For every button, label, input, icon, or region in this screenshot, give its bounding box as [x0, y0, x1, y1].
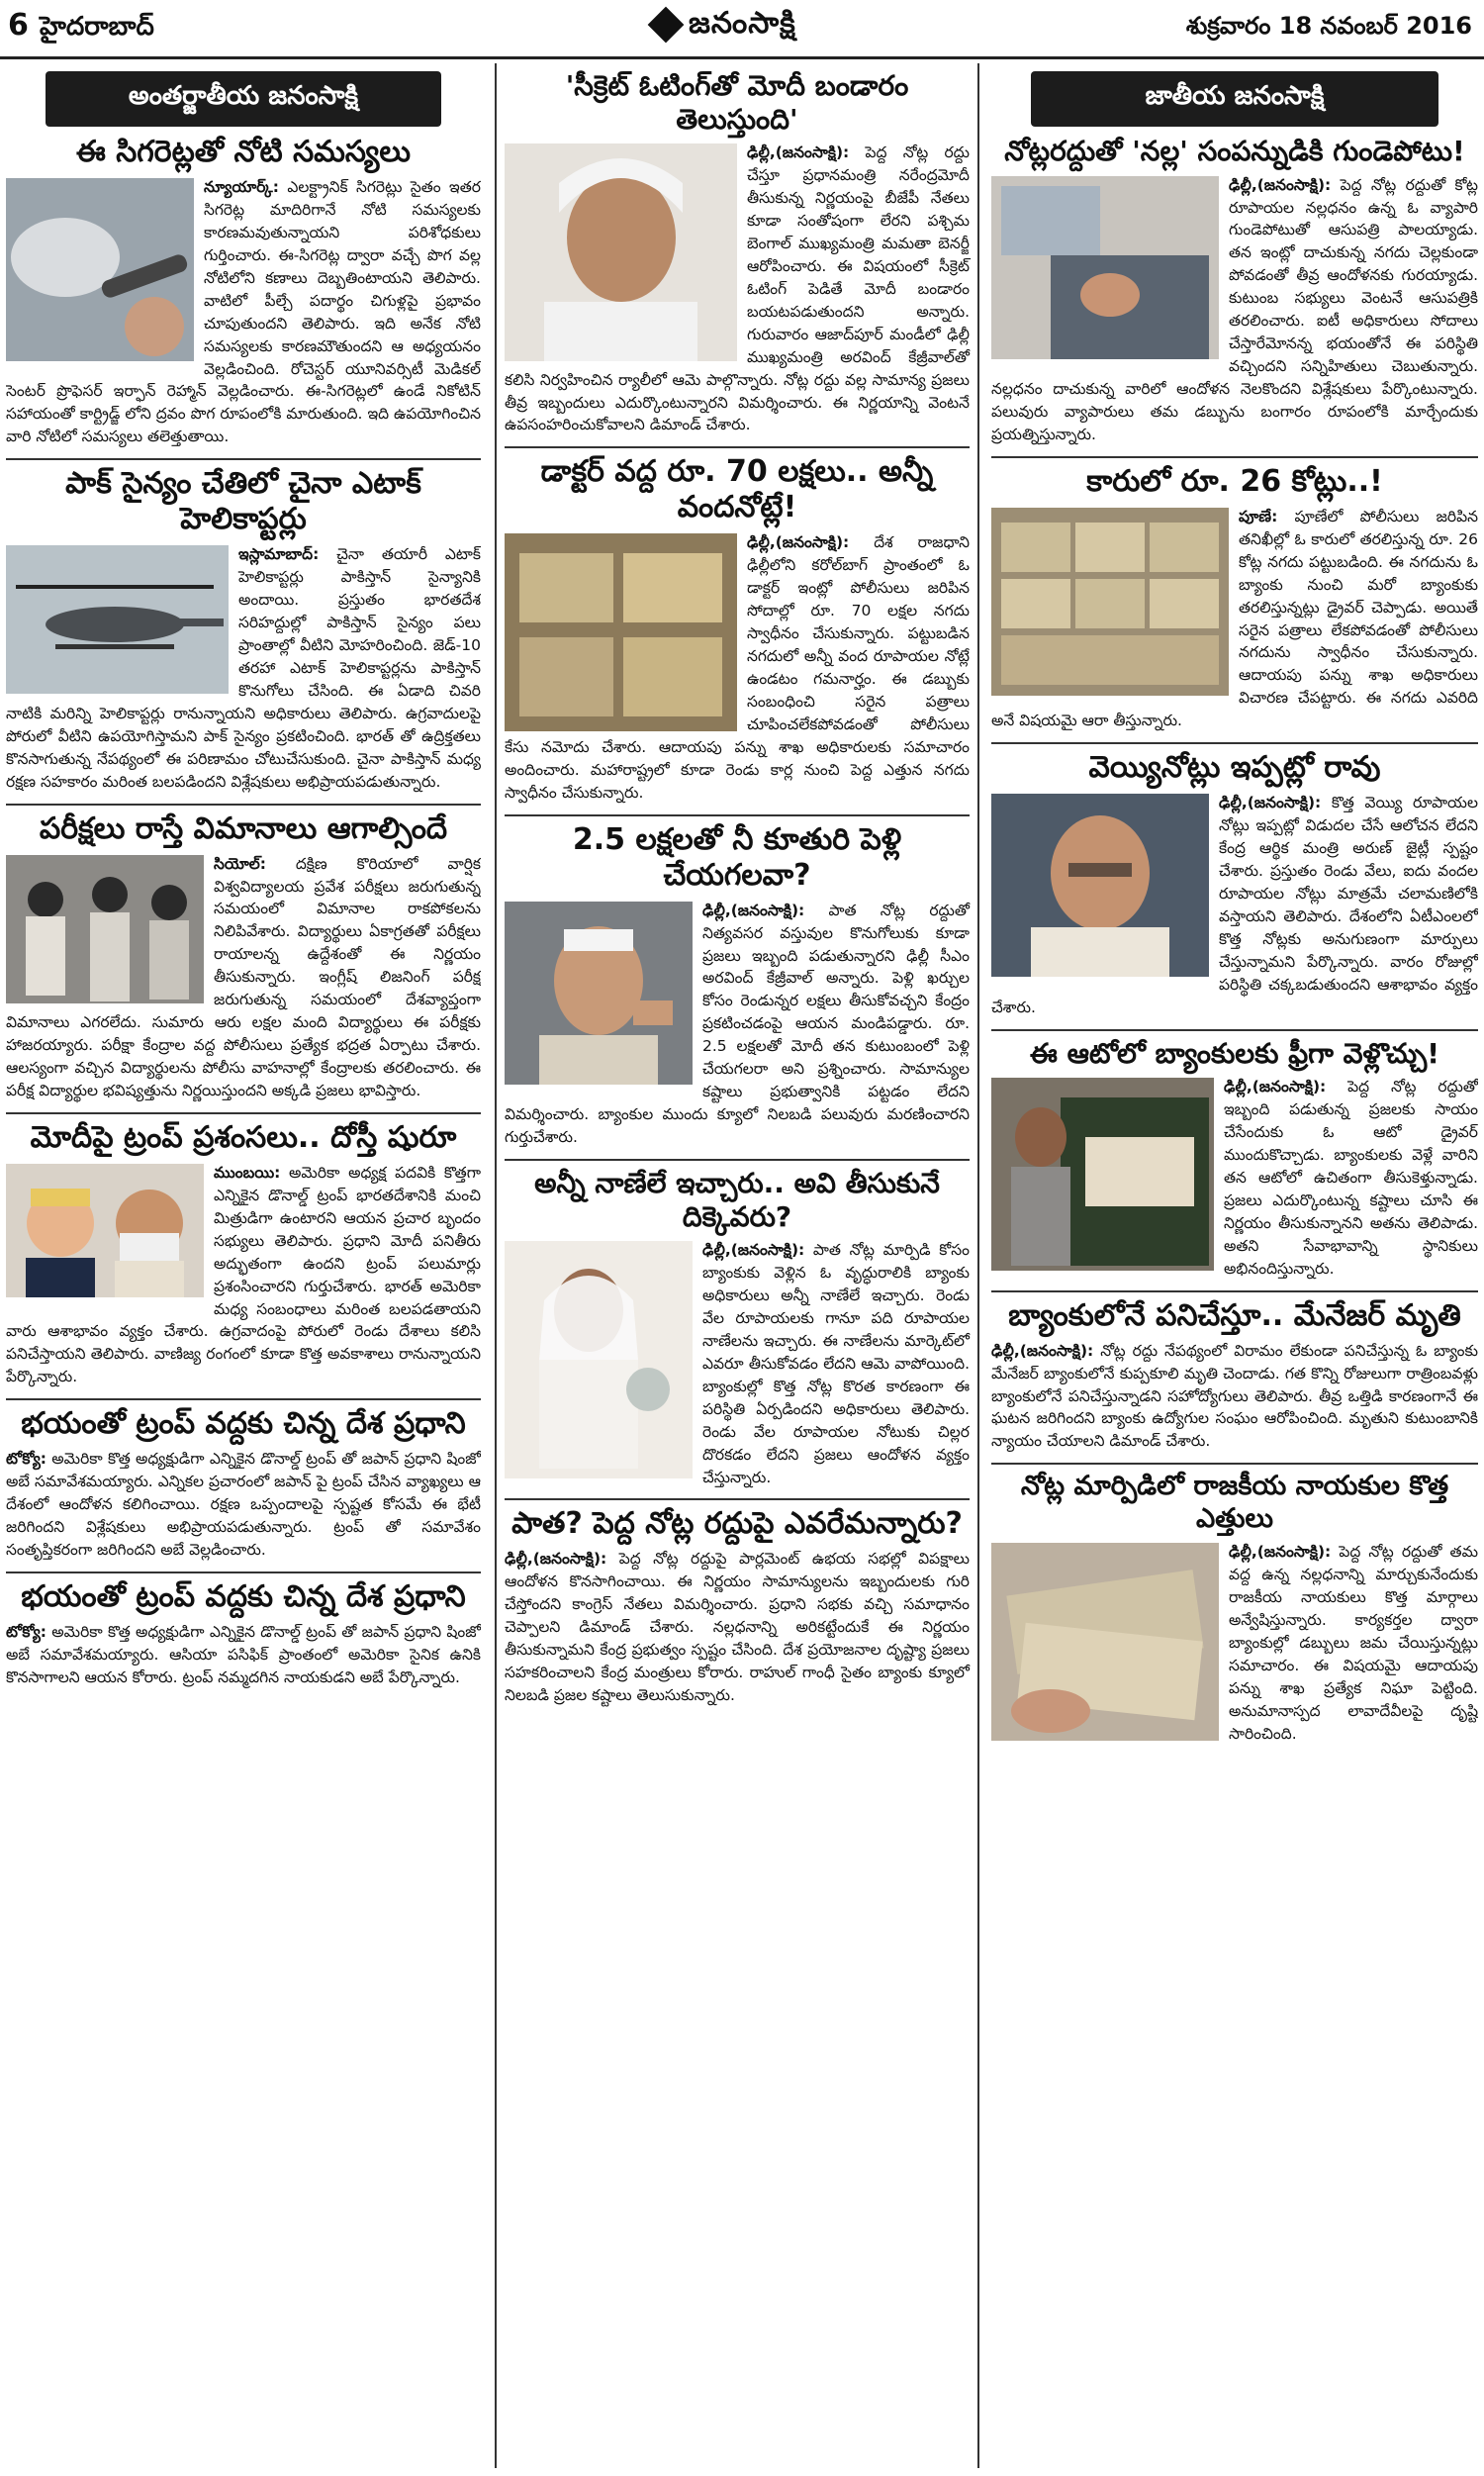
headline: 2.5 లక్షలతో నీ కూతురి పెళ్లి చేయగలవా? [572, 821, 902, 893]
headline: బ్యాంకులోనే పనిచేస్తూ.. మేనేజర్ మృతి [1008, 1297, 1461, 1333]
story-e-cigarettes [6, 135, 481, 448]
dateline: ఢిల్లీ,(జనంసాక్షి): [1224, 1078, 1327, 1096]
edition-name: హైదరాబాద్ [40, 12, 154, 42]
headline: మోదీపై ట్రంప్ ప్రశంసలు.. దోస్తీ షురూ [30, 1119, 457, 1155]
story-heart-attack [991, 135, 1478, 446]
photo-old-woman-coins [505, 1241, 693, 1478]
dateline: ఢిల్లీ,(జనంసాక్షి): [702, 901, 805, 919]
divider [505, 814, 970, 816]
story-body: అమెరికా అధ్యక్ష పదవికి కొత్తగా ఎన్నికైన డొనాల్డ్ ట్రంప్ భారతదేశానికి మంచి మిత్రుడిగా ఉంటారని ఆయన ప్రచార బృందం సభ్యులు తెలిపారు. ప్రధాని మోదీ పనితీరు అద్భుతంగా ఉందని ట్రంప్ పలుమార్లు ప్రశంసించారని గుర్తుచేశారు. భారత్ అమెరికా మధ్య సంబంధాలు మరింత బలపడతాయని వారు ఆశాభావం వ్యక్తం చేశారు. ఉగ్రవాదంపై పోరులో రెండు దేశాలు కలిసి పనిచేస్తాయని తెలిపారు. వాణిజ్య రంగంలో కూడా కొత్త అవకాశాలు రానున్నాయని పేర్కొన్నారు. [6, 1163, 481, 1386]
headline: నోట్లరద్దుతో 'నల్ల' సంపన్నుడికి గుండెపోటు! [1004, 135, 1465, 167]
story-kejriwal-wedding [505, 822, 970, 1149]
dateline: ఇస్లామాబాద్: [238, 545, 320, 564]
photo-students [6, 855, 204, 1003]
headline: భయంతో ట్రంప్ వద్దకు చిన్న దేశ ప్రధాని [21, 1406, 466, 1442]
brand-name: జనంసాక్షి [689, 6, 796, 41]
story-exams-flights [6, 811, 481, 1102]
brand-mark-icon [648, 6, 685, 43]
photo-chest-pain [991, 176, 1219, 359]
photo-auto-driver [991, 1078, 1214, 1271]
headline: డాక్టర్ వద్ద రూ. 70 లక్షలు.. అన్నీ వందనోట్లే! [540, 454, 934, 525]
story-doctor-70-lakhs [505, 454, 970, 804]
dateline: టోక్యో: [6, 1622, 46, 1641]
dateline: టోక్యో: [6, 1450, 46, 1469]
issue-date: శుక్రవారం 18 నవంబర్ 2016 [1185, 12, 1472, 40]
photo-mamata [505, 143, 737, 361]
photo-cash-stacks [991, 508, 1229, 696]
headline: వెయ్యినోట్లు ఇప్పట్లో రావు [1088, 750, 1381, 786]
photo-helicopter [6, 545, 229, 694]
divider [6, 1112, 481, 1114]
photo-kejriwal [505, 902, 693, 1085]
story-body: చైనా తయారీ ఎటాక్ హెలికాప్టర్లు పాకిస్తాన్ సైన్యానికి అందాయి. ప్రస్తుతం భారతదేశ సరిహద్దుల్లో పాకిస్తాన్ సైన్యం పలు ప్రాంతాల్లో వీటిని మోహరించింది. జెడ్-10 తరహా ఎటాక్ హెలికాప్టర్లను పాకిస్తాన్ కొనుగోలు చేసింది. ఈ ఏడాది చివరి నాటికి మరిన్ని హెలికాప్టర్లు రానున్నాయని అధికారులు తెలిపారు. ఉగ్రవాదులపై పోరులో వీటిని ఉపయోగిస్తామని పాక్ సైన్యం ప్రకటించింది. భారత్ తో ఉద్రిక్తతలు కొనసాగుతున్న నేపథ్యంలో ఈ పరిణామం చోటుచేసుకుంది. చైనా పాకిస్తాన్ మధ్య రక్షణ సహకారం మరింత బలపడిందని విశ్లేషకులు అభిప్రాయపడుతున్నారు. [6, 545, 481, 791]
dateline: ఢిల్లీ,(జనంసాక్షి): [1229, 1543, 1332, 1562]
dateline: ఢిల్లీ,(జనంసాక్షి): [1219, 794, 1322, 812]
story-body: పాత నోట్ల మార్పిడి కోసం బ్యాంకుకు వెళ్లిన ఓ వృద్ధురాలికి బ్యాంకు అధికారులు అన్నీ నాణేలే ఇచ్చారు. రెండు వేల రూపాయలకు గానూ పది రూపాయల నాణేలను ఇచ్చారు. ఈ నాణేలను మార్కెట్‌లో ఎవరూ తీసుకోవడం లేదని ఆమె వాపోయింది. బ్యాంకుల్లో కొత్త నోట్ల కొరత కారణంగా ఈ పరిస్థితి ఏర్పడిందని అధికారులు తెలిపారు. రెండు వేల రూపాయల నోటుకు చిల్లర దొరకడం లేదని ప్రజలు ఆందోళన వ్యక్తం చేస్తున్నారు. [702, 1241, 970, 1486]
headline: పరీక్షలు రాస్తే విమానాలు ఆగాల్సిందే [39, 810, 448, 846]
story-coins [505, 1167, 970, 1489]
story-body: పాత నోట్ల రద్దుతో నిత్యవసర వస్తువుల కొనుగోలుకు కూడా ప్రజలు ఇబ్బంది పడుతున్నారని ఢిల్లీ సీఎం అరవింద్ కేజ్రీవాల్ అన్నారు. పెళ్లి ఖర్చుల కోసం రెండున్నర లక్షలు తీసుకోవచ్చని కేంద్రం ప్రకటించడంపై ఆయన మండిపడ్డారు. రూ. 2.5 లక్షలతో మోదీ తన కుటుంబంలో పెళ్లి చేయగలరా అని ప్రశ్నించారు. సామాన్యుల కష్టాలు ప్రభుత్వానికి పట్టడం లేదని విమర్శించారు. బ్యాంకుల ముందు క్యూలో నిలబడి పలువురు మరణించారని గుర్తుచేశారు. [505, 901, 970, 1146]
divider [6, 1571, 481, 1573]
story-body: కొత్త వెయ్యి రూపాయల నోట్లు ఇప్పట్లో విడుదల చేసే ఆలోచన లేదని కేంద్ర ఆర్థిక మంత్రి అరుణ్ జైట్లీ స్పష్టం చేశారు. ప్రస్తుతం రెండు వేలు, ఐదు వందల రూపాయల నోట్లు మాత్రమే చలామణిలోకి వస్తాయని తెలిపారు. దేశంలోని ఏటీఎంలలో కొత్త నోట్లకు అనుగుణంగా మార్పులు చేస్తున్నామని పేర్కొన్నారు. వారం రోజుల్లో పరిస్థితి చక్కబడుతుందని ఆశాభావం వ్యక్తం చేశారు. [991, 794, 1478, 1016]
photo-trump-modi [6, 1164, 204, 1297]
photo-currency-bundles [505, 533, 737, 731]
story-free-auto [991, 1037, 1478, 1281]
divider [991, 742, 1478, 744]
dateline: ఢిల్లీ,(జనంసాక్షి): [991, 1341, 1094, 1360]
section-heading-international: అంతర్జాతీయ జనంసాక్షి [46, 71, 441, 127]
brand-logo [653, 6, 796, 48]
headline: ఈ ఆటోలో బ్యాంకులకు ఫ్రీగా వెళ్లొచ్చు! [1030, 1036, 1439, 1070]
masthead [0, 0, 1484, 59]
dateline: సియోల్: [214, 854, 266, 873]
story-1000-notes [991, 750, 1478, 1018]
page-number: 6 [8, 8, 29, 43]
story-manager-death [991, 1298, 1478, 1454]
story-car-26-crore [991, 464, 1478, 732]
middle-column [495, 63, 979, 2468]
story-politicians [991, 1471, 1478, 1745]
left-column [6, 63, 481, 2468]
headline: భయంతో ట్రంప్ వద్దకు చిన్న దేశ ప్రధాని [21, 1578, 466, 1614]
dateline: ఢిల్లీ,(జనంసాక్షి): [747, 143, 850, 162]
story-body: పెద్ద నోట్ల రద్దుపై పార్లమెంట్ ఉభయ సభల్లో విపక్షాలు ఆందోళన కొనసాగించాయి. ఈ నిర్ణయం సామాన్యులను ఇబ్బందులకు గురి చేస్తోందని కాంగ్రెస్ నేతలు విమర్శించారు. ప్రధాని సభకు వచ్చి సమాధానం చెప్పాలని డిమాండ్ చేశారు. నల్లధనాన్ని అరికట్టేందుకే ఈ నిర్ణయం తీసుకున్నామని కేంద్ర ప్రభుత్వం స్పష్టం చేసింది. దేశ ప్రయోజనాల దృష్ట్యా ప్రజలు సహకరించాలని కేంద్ర మంత్రులు కోరారు. రాహుల్ గాంధీ సైతం బ్యాంకు క్యూలో నిలబడి ప్రజల కష్టాలు తెలుసుకున్నారు. [505, 1550, 970, 1705]
headline: నోట్ల మార్పిడిలో రాజకీయ నాయకుల కొత్త ఎత్తులు [1020, 1471, 1449, 1534]
divider [991, 1029, 1478, 1031]
story-body: పెద్ద నోట్ల రద్దు చేస్తూ ప్రధానమంత్రి నరేంద్రమోదీ తీసుకున్న నిర్ణయంపై బీజేపీ నేతలు కూడా సంతోషంగా లేరని పశ్చిమ బెంగాల్ ముఖ్యమంత్రి మమతా బెనర్జీ ఆరోపించారు. ఈ విషయంలో సీక్రెట్ ఓటింగ్ పెడితే మోదీ బండారం బయటపడుతుందని అన్నారు. గురువారం ఆజాద్‌పూర్ మండీలో ఢిల్లీ ముఖ్యమంత్రి అరవింద్ కేజ్రీవాల్‌తో కలిసి నిర్వహించిన ర్యాలీలో ఆమె పాల్గొన్నారు. నోట్ల రద్దు వల్ల సామాన్య ప్రజలు తీవ్ర ఇబ్బందులు ఎదుర్కొంటున్నారని విమర్శించారు. ఈ నిర్ణయాన్ని వెంటనే ఉపసంహరించుకోవాలని డిమాండ్ చేశారు. [505, 143, 970, 434]
headline: అన్నీ నాణేలే ఇచ్చారు.. అవి తీసుకునే దిక్కెవరు? [534, 1166, 940, 1233]
right-column [991, 63, 1478, 2468]
story-body: పెద్ద నోట్ల రద్దుతో ఇబ్బంది పడుతున్న ప్రజలకు సాయం చేసేందుకు ఓ ఆటో డ్రైవర్ ముందుకొచ్చాడు. బ్యాంకులకు వెళ్లే వారిని తన ఆటోలో ఉచితంగా తీసుకెళ్తున్నాడు. ప్రజలు ఎదుర్కొంటున్న కష్టాలు చూసి ఈ నిర్ణయం తీసుకున్నానని అతను తెలిపాడు. అతని సేవాభావాన్ని స్థానికులు అభినందిస్తున్నారు. [1224, 1078, 1478, 1278]
headline: పాత? పెద్ద నోట్ల రద్దుపై ఎవరేమన్నారు? [511, 1506, 963, 1542]
divider [6, 1398, 481, 1400]
story-body: పెద్ద నోట్ల రద్దుతో కోట్ల రూపాయల నల్లధనం ఉన్న ఓ వ్యాపారి గుండెపోటుతో ఆసుపత్రి పాలయ్యాడు. తన ఇంట్లో దాచుకున్న నగదు చెల్లకుండా పోవడంతో తీవ్ర ఆందోళనకు గురయ్యాడు. కుటుంబ సభ్యులు వెంటనే ఆసుపత్రికి తరలించారు. ఐటీ అధికారులు సోదాలు చేస్తారేమోనన్న భయంతోనే ఈ పరిస్థితి వచ్చిందని సన్నిహితులు చెబుతున్నారు. నల్లధనం దాచుకున్న వారిలో ఆందోళన నెలకొందని విశ్లేషకులు పేర్కొంటున్నారు. పలువురు వ్యాపారులు తమ డబ్బును బంగారం రూపంలోకి మార్చేందుకు ప్రయత్నిస్తున్నారు. [991, 175, 1478, 443]
dateline: న్యూయార్క్: [204, 178, 279, 196]
divider [505, 1159, 970, 1161]
story-japan-pm-1 [6, 1406, 481, 1562]
story-body: అమెరికా కొత్త అధ్యక్షుడిగా ఎన్నికైన డొనాల్డ్ ట్రంప్ తో జపాన్ ప్రధాని షింజో అబే సమావేశమయ్యారు. ఆసియా పసిఫిక్ ప్రాంతంలో అమెరికా సైనిక ఉనికి కొనసాగాలని ఆయన కోరారు. ట్రంప్ నమ్మదగిన నాయకుడని అబే పేర్కొన్నారు. [6, 1622, 481, 1686]
divider [505, 1498, 970, 1500]
divider [991, 1290, 1478, 1292]
photo-currency-hands [991, 1543, 1219, 1741]
dateline: ఢిల్లీ,(జనంసాక్షి): [747, 533, 850, 552]
dateline: ఢిల్లీ,(జనంసాక్షి): [702, 1241, 805, 1260]
divider [991, 1463, 1478, 1465]
headline: 'సీక్రెట్ ఓటింగ్‌తో మోదీ బండారం తెలుస్తుంది' [565, 69, 909, 136]
story-body: దక్షిణ కొరియాలో వార్షిక విశ్వవిద్యాలయ ప్రవేశ పరీక్షలు జరుగుతున్న సమయంలో విమానాల రాకపోకలను నిలిపివేశారు. విద్యార్థులు ఏకాగ్రతతో పరీక్షలు రాయాలన్న ఉద్దేశంతో ఈ నిర్ణయం తీసుకున్నారు. ఇంగ్లీష్ లిజనింగ్ పరీక్ష జరుగుతున్న సమయంలో దేశవ్యాప్తంగా విమానాలు ఎగరలేదు. సుమారు ఆరు లక్షల మంది విద్యార్థులు ఈ పరీక్షకు హాజరయ్యారు. పరీక్షా కేంద్రాల వద్ద పోలీసులు ప్రత్యేక భద్రత ఏర్పాటు చేశారు. ఆలస్యంగా వచ్చిన విద్యార్థులను పోలీసు వాహనాల్లో కేంద్రాలకు తరలించారు. ఈ పరీక్ష విద్యార్థుల భవిష్యత్తును నిర్ణయిస్తుందని అక్కడి ప్రజలు భావిస్తారు. [6, 854, 481, 1099]
dateline: ముంబయి: [214, 1163, 281, 1182]
story-body: నోట్ల రద్దు నేపథ్యంలో విరామం లేకుండా పనిచేస్తున్న ఓ బ్యాంకు మేనేజర్ బ్యాంకులోనే కుప్పకూలి మృతి చెందాడు. గత కొన్ని రోజులుగా రాత్రింబవళ్లు బ్యాంకులోనే పనిచేస్తున్నాడని సహోద్యోగులు తెలిపారు. తీవ్ర ఒత్తిడి కారణంగానే ఈ ఘటన జరిగిందని బ్యాంకు ఉద్యోగుల సంఘం ఆరోపించింది. మృతుని కుటుంబానికి న్యాయం చేయాలని డిమాండ్ చేశారు. [991, 1341, 1478, 1451]
story-body: దేశ రాజధాని ఢిల్లీలోని కరోల్‌బాగ్ ప్రాంతంలో ఓ డాక్టర్ ఇంట్లో పోలీసులు జరిపిన సోదాల్లో రూ. 70 లక్షల నగదు స్వాధీనం చేసుకున్నారు. పట్టుబడిన నగదులో అన్నీ వంద రూపాయల నోట్లే ఉండటం గమనార్హం. ఈ డబ్బుకు సంబంధించి సరైన పత్రాలు చూపించలేకపోవడంతో పోలీసులు కేసు నమోదు చేశారు. ఆదాయపు పన్ను శాఖ అధికారులకు సమాచారం అందించారు. మహారాష్ట్రలో కూడా రెండు కార్ల నుంచి పెద్ద ఎత్తున నగదు స్వాధీనం చేసుకున్నారు. [505, 533, 970, 802]
photo-e-cigarette [6, 178, 194, 361]
divider [6, 458, 481, 460]
story-body: ఎలక్ట్రానిక్ సిగరెట్లు సైతం ఇతర సిగరెట్ల మాదిరిగానే నోటి సమస్యలకు కారణమవుతున్నాయని పరిశోధకులు గుర్తించారు. ఈ-సిగరెట్ల ద్వారా వచ్చే పొగ వల్ల నోటిలోని కణాలు దెబ్బతింటాయని తెలిపారు. వాటిలో పీల్చే పదార్థం చిగుళ్లపై ప్రభావం చూపుతుందని తెలిపారు. ఇది అనేక నోటి సమస్యలకు కారణమౌతుందని ఆ అధ్యయనం వెల్లడించింది. రోచెస్టర్ యూనివర్సిటీ మెడికల్ సెంటర్ ప్రొఫెసర్ ఇర్ఫాన్ రెహ్మాన్ వెల్లడించారు. ఈ-సిగరెట్లలో ఉండే నికోటిన్ సహాయంతో కార్ట్రిడ్జ్ లోని ద్రవం పొగ రూపంలోకి మారుతుంది. ఇది ఉపయోగించిన వారి నోటిలో సమస్యలు తలెత్తుతాయి. [6, 178, 481, 446]
story-secret-voting [505, 69, 970, 436]
story-japan-pm-2 [6, 1579, 481, 1689]
headline: ఈ సిగరెట్లతో నోటి సమస్యలు [75, 135, 412, 169]
dateline: ఢిల్లీ,(జనంసాక్షి): [505, 1550, 607, 1569]
story-body: అమెరికా కొత్త అధ్యక్షుడిగా ఎన్నికైన డొనాల్డ్ ట్రంప్ తో జపాన్ ప్రధాని షింజో అబే సమావేశమయ్యారు. ఎన్నికల ప్రచారంలో జపాన్ పై ట్రంప్ చేసిన వ్యాఖ్యలు ఆ దేశంలో ఆందోళన కలిగించాయి. రక్షణ ఒప్పందాలపై స్పష్టత కోసమే ఈ భేటీ జరిగిందని విశ్లేషకులు అభిప్రాయపడుతున్నారు. ట్రంప్ తో సమావేశం సంతృప్తికరంగా జరిగిందని అబే వెల్లడించారు. [6, 1450, 481, 1559]
divider [6, 804, 481, 806]
story-body: పెద్ద నోట్ల రద్దుతో తమ వద్ద ఉన్న నల్లధనాన్ని మార్చుకునేందుకు రాజకీయ నాయకులు కొత్త మార్గాలు అన్వేషిస్తున్నారు. కార్యకర్తల ద్వారా బ్యాంకుల్లో డబ్బులు జమ చేయిస్తున్నట్లు సమాచారం. ఈ విషయమై ఆదాయపు పన్ను శాఖ ప్రత్యేక నిఘా పెట్టింది. అనుమానాస్పద లావాదేవీలపై దృష్టి సారించింది. [1229, 1543, 1478, 1743]
divider [991, 456, 1478, 458]
story-reactions [505, 1506, 970, 1707]
headline: కారులో రూ. 26 కోట్లు..! [1086, 463, 1383, 499]
dateline: ఢిల్లీ,(జనంసాక్షి): [1229, 175, 1332, 194]
dateline: పూణే: [1239, 507, 1278, 525]
story-body: పూణేలో పోలీసులు జరిపిన తనిఖీల్లో ఓ కారులో తరలిస్తున్న రూ. 26 కోట్ల నగదు పట్టుబడింది. ఈ నగదును ఓ బ్యాంకు నుంచి మరో బ్యాంకుకు తరలిస్తున్నట్లు డ్రైవర్ చెప్పాడు. అయితే సరైన పత్రాలు లేకపోవడంతో పోలీసులు నగదును స్వాధీనం చేసుకున్నారు. ఆదాయపు పన్ను శాఖ అధికారులు విచారణ చేపట్టారు. ఈ నగదు ఎవరిది అనే విషయమై ఆరా తీస్తున్నారు. [991, 507, 1478, 730]
headline: పాక్ సైన్యం చేతిలో చైనా ఎటాక్ హెలికాప్టర్లు [65, 466, 421, 537]
story-trump-modi [6, 1120, 481, 1388]
story-pak-helicopters [6, 466, 481, 793]
photo-jaitley [991, 794, 1209, 977]
divider [505, 446, 970, 448]
section-heading-national: జాతీయ జనంసాక్షి [1031, 71, 1438, 127]
